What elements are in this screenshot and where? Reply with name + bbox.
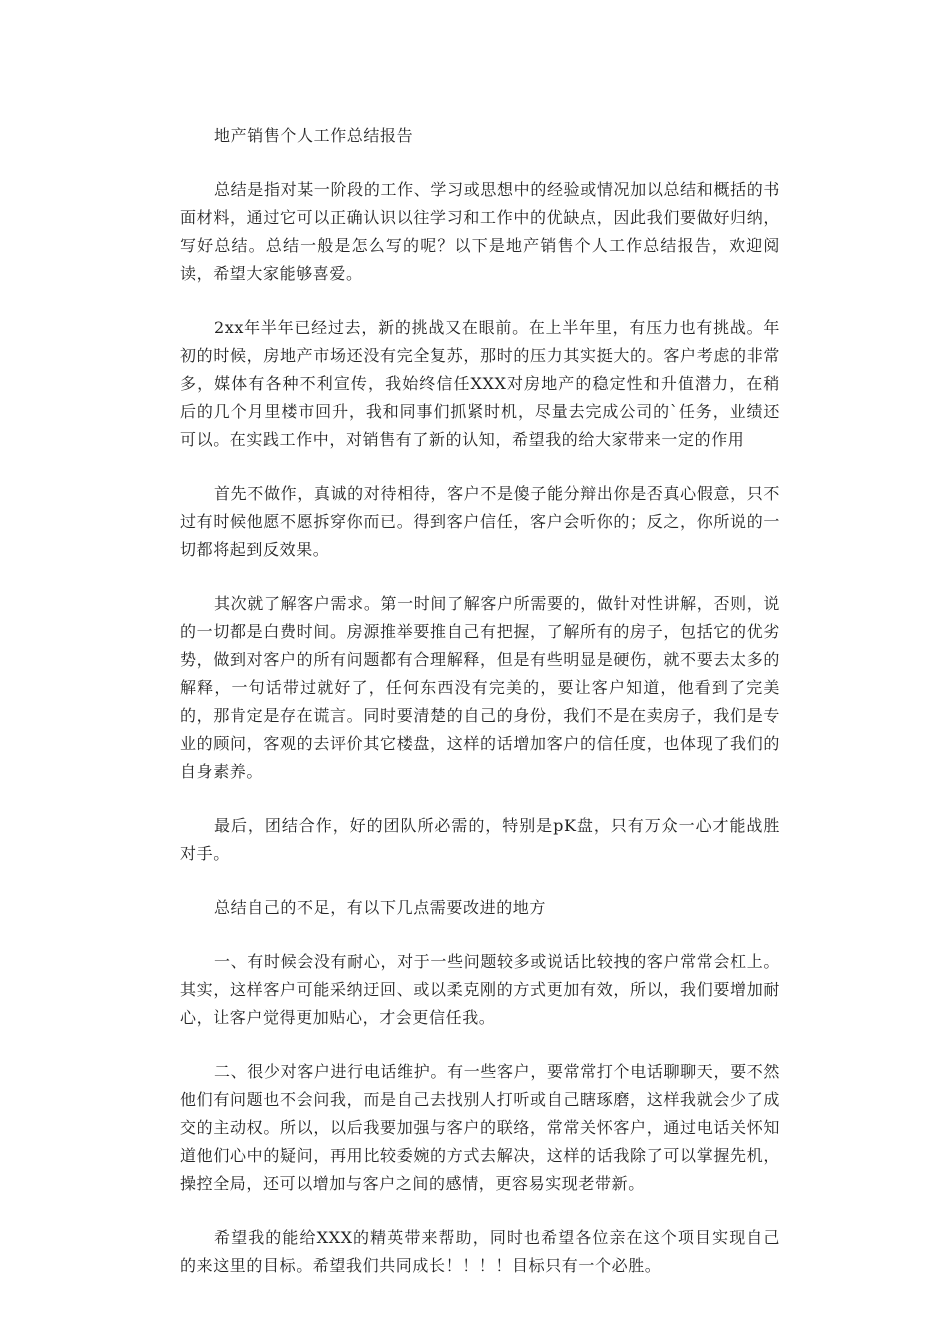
paragraph-sincerity: 首先不做作，真诚的对待相待，客户不是傻子能分辩出你是否真心假意，只不过有时候他愿不愿拆穿你而已。得到客户信任，客户会听你的；反之，你所说的一切都将起到反效果。	[180, 484, 780, 559]
document-page	[180, 122, 780, 1306]
paragraph-phone-maintenance: 二、很少对客户进行电话维护。有一些客户，要常常打个电话聊聊天，要不然他们有问题也不会问我，而是自己去找别人打听或自己瞎琢磨，这样我就会少了成交的主动权。所以，以后我要加强与客户的联络，常常关怀客户，通过电话关怀知道他们心中的疑问，再用比较委婉的方式去解决，这样的话我除了可以掌握先机，操控全局，还可以增加与客户之间的感情，更容易实现老带新。	[180, 1062, 780, 1193]
document-title: 地产销售个人工作总结报告	[214, 126, 414, 145]
paragraph-half-year: 2xx年半年已经过去，新的挑战又在眼前。在上半年里，有压力也有挑战。年初的时候，房地产市场还没有完全复苏，那时的压力其实挺大的。客户考虑的非常多，媒体有各种不利宣传，我始终信任XXX对房地产的稳定性和升值潜力，在稍后的几个月里楼市回升，我和同事们抓紧时机，尽量去完成公司的`任务，业绩还可以。在实践工作中，对销售有了新的认知，希望我的给大家带来一定的作用	[180, 318, 780, 449]
section-heading-shortcomings: 总结自己的不足，有以下几点需要改进的地方	[214, 898, 547, 917]
paragraph-customer-needs: 其次就了解客户需求。第一时间了解客户所需要的，做针对性讲解，否则，说的一切都是白费时间。房源推举要推自己有把握，了解所有的房子，包括它的优劣势，做到对客户的所有问题都有合理解释，但是有些明显是硬伤，就不要去太多的解释，一句话带过就好了，任何东西没有完美的，要让客户知道，他看到了完美的，那肯定是存在谎言。同时要清楚的自己的身份，我们不是在卖房子，我们是专业的顾问，客观的去评价其它楼盘，这样的话增加客户的信任度，也体现了我们的自身素养。	[180, 594, 780, 781]
intro-paragraph: 总结是指对某一阶段的工作、学习或思想中的经验或情况加以总结和概括的书面材料，通过它可以正确认识以往学习和工作中的优缺点，因此我们要做好归纳，写好总结。总结一般是怎么写的呢？以下是地产销售个人工作总结报告，欢迎阅读，希望大家能够喜爱。	[180, 180, 780, 283]
paragraph-closing: 希望我的能给XXX的精英带来帮助，同时也希望各位亲在这个项目实现自己的来这里的目标。希望我们共同成长！！！！目标只有一个必胜。	[180, 1228, 780, 1275]
paragraph-patience: 一、有时候会没有耐心，对于一些问题较多或说话比较拽的客户常常会杠上。其实，这样客户可能采纳迂回、或以柔克刚的方式更加有效，所以，我们要增加耐心，让客户觉得更加贴心，才会更信任我。	[180, 952, 780, 1027]
paragraph-teamwork: 最后，团结合作，好的团队所必需的，特别是pK盘，只有万众一心才能战胜对手。	[180, 816, 780, 863]
